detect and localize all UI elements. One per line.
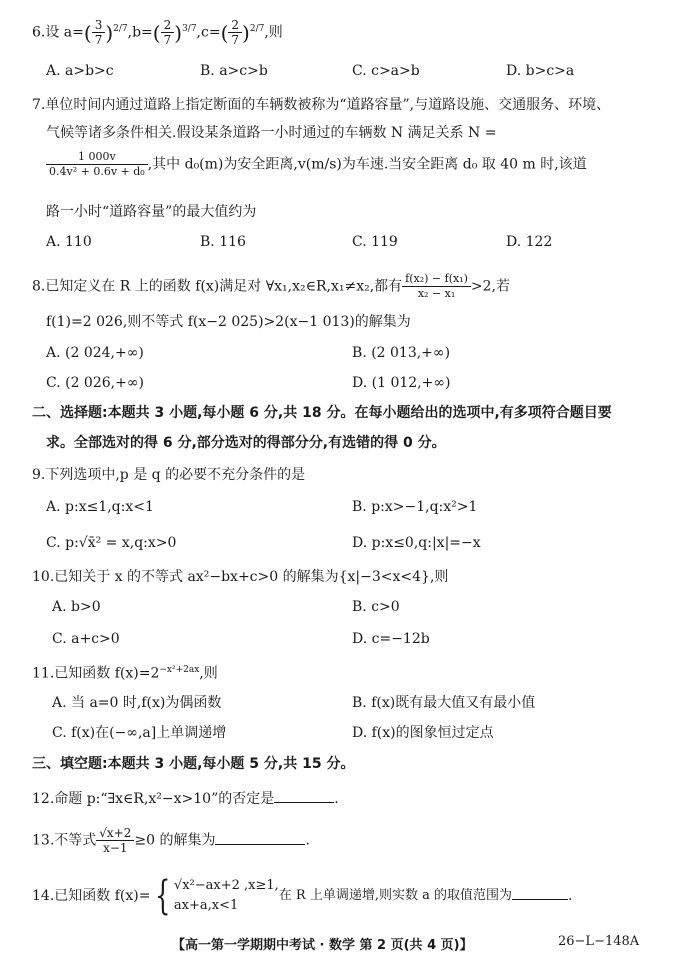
- exam-code: 26−L−148A: [558, 934, 640, 949]
- q13-stem-pre: 13.不等式: [32, 832, 97, 849]
- q8-frac-num: f(x₂) − f(x₁): [402, 272, 471, 287]
- q13-stem-post: ≥0 的解集为: [134, 832, 216, 849]
- q13-frac-den: x−1: [103, 841, 128, 855]
- q13-answer-blank[interactable]: [215, 830, 305, 845]
- paren-left-icon: (: [83, 20, 92, 45]
- q10-option-c[interactable]: C. a+c>0: [52, 631, 120, 647]
- q6-b-fraction: [161, 18, 175, 47]
- q6-a-num: 3: [92, 18, 106, 33]
- q9-option-d[interactable]: D. p:x≤0,q:|x|=−x: [352, 535, 481, 551]
- q8-option-a[interactable]: A. (2 024,+∞): [46, 345, 144, 361]
- q6-b-den: 7: [163, 33, 172, 47]
- q6-a-exp: 2/7: [113, 23, 128, 34]
- page-footer: 【高一第一学期期中考试 · 数学 第 2 页(共 4 页)】: [172, 938, 473, 953]
- q11-option-c[interactable]: C. f(x)在(−∞,a]上单调递增: [52, 725, 227, 741]
- paren-right-icon: ): [174, 20, 183, 45]
- q8-fraction: [402, 272, 471, 301]
- q14-cases: [174, 876, 279, 916]
- q7-line4: 路一小时“道路容量”的最大值约为: [46, 204, 257, 220]
- q6-b-num: 2: [161, 18, 175, 33]
- q6-c-fraction: [228, 18, 242, 47]
- q12-stem: [32, 788, 339, 808]
- q6-b-exp: 3/7: [182, 23, 197, 34]
- q6-b-prefix: ,b=: [127, 24, 153, 41]
- q14-answer-blank[interactable]: [512, 885, 568, 900]
- q14-case1: √x²−ax+2 ,x≥1,: [173, 878, 279, 893]
- paren-left-icon: (: [152, 20, 161, 45]
- q7-line2: 气候等诸多条件相关.假设某条道路一小时通过的车辆数 N 满足关系 N =: [46, 125, 497, 141]
- q14-case2: ax+a,x<1: [173, 898, 239, 913]
- q12-answer-blank[interactable]: [274, 788, 334, 803]
- q11-option-a[interactable]: A. 当 a=0 时,f(x)为偶函数: [52, 695, 222, 711]
- section3-heading: 三、填空题:本题共 3 小题,每小题 5 分,共 15 分。: [32, 756, 355, 772]
- q7-fraction: [46, 150, 148, 179]
- q11-option-d[interactable]: D. f(x)的图象恒过定点: [352, 725, 494, 741]
- q10-option-b[interactable]: B. c>0: [352, 599, 400, 615]
- q12-end: .: [334, 791, 339, 807]
- q13-frac-num: √x+2: [96, 826, 134, 841]
- q7-option-a[interactable]: A. 110: [46, 234, 92, 250]
- q8-line1-pre: 8.已知定义在 R 上的函数 f(x)满足对 ∀x₁,x₂∈R,x₁≠x₂,都有: [32, 278, 403, 295]
- q7-option-c[interactable]: C. 119: [352, 234, 398, 250]
- q9-option-b[interactable]: B. p:x>−1,q:x²>1: [352, 499, 478, 515]
- q8-line1: [32, 272, 510, 301]
- q11-option-b[interactable]: B. f(x)既有最大值又有最小值: [352, 695, 536, 711]
- q7-frac-den: 0.4v² + 0.6v + d₀: [49, 165, 145, 178]
- q11-stem-pre: 11.已知函数 f(x)=2: [32, 665, 160, 682]
- q6-c-prefix: ,c=: [196, 24, 221, 41]
- q8-frac-den: x₂ − x₁: [417, 287, 456, 300]
- q12-stem-text: 12.命题 p:“∃x∈R,x²−x>10”的否定是: [32, 791, 275, 807]
- q8-line1-post: >2,若: [470, 278, 511, 295]
- q6-option-d[interactable]: D. b>c>a: [506, 63, 575, 79]
- q13-end: .: [305, 832, 310, 849]
- q7-line3-rest: ,其中 d₀(m)为安全距离,v(m/s)为车速.当安全距离 d₀ 取 40 m 时,该道: [147, 156, 587, 173]
- q11-stem-post: ,则: [199, 665, 218, 682]
- q14-stem-pre: 14.已知函数 f(x)=: [32, 888, 151, 904]
- q13-fraction: [96, 826, 134, 855]
- q8-option-d[interactable]: D. (1 012,+∞): [352, 375, 451, 391]
- q8-option-c[interactable]: C. (2 026,+∞): [46, 375, 144, 391]
- q7-option-d[interactable]: D. 122: [506, 234, 553, 250]
- q6-c-den: 7: [231, 33, 240, 47]
- paren-left-icon: (: [220, 20, 229, 45]
- q11-exponent: −x²+2ax: [159, 665, 200, 675]
- q6-c-num: 2: [228, 18, 242, 33]
- q9-stem: 9.下列选项中,p 是 q 的必要不充分条件的是: [32, 467, 306, 483]
- q14-stem: [32, 873, 573, 919]
- q6-a-fraction: [92, 18, 106, 47]
- left-brace-icon: {: [155, 873, 171, 919]
- q7-frac-num: 1 000v: [46, 150, 148, 165]
- q7-option-b[interactable]: B. 116: [200, 234, 246, 250]
- q7-line1: 7.单位时间内通过道路上指定断面的车辆数被称为“道路容量”,与道路设施、交通服务、环境、: [32, 97, 611, 113]
- q14-stem-post: 在 R 上单调递增,则实数 a 的取值范围为: [278, 888, 512, 903]
- q10-option-d[interactable]: D. c=−12b: [352, 631, 430, 647]
- q11-stem: [32, 661, 218, 683]
- q7-line3: [46, 150, 587, 179]
- q6-stem-prefix: 6.设 a=: [32, 24, 84, 41]
- q13-stem: [32, 826, 310, 855]
- q6-a-den: 7: [94, 33, 103, 47]
- q10-stem: 10.已知关于 x 的不等式 ax²−bx+c>0 的解集为{x|−3<x<4},则: [32, 569, 449, 585]
- q9-option-a[interactable]: A. p:x≤1,q:x<1: [46, 499, 154, 515]
- q6-option-b[interactable]: B. a>c>b: [200, 63, 268, 79]
- section2-heading-cont: 求。全部选对的得 6 分,部分选对的得部分分,有选错的得 0 分。: [46, 435, 446, 451]
- q6-option-a[interactable]: A. a>b>c: [46, 63, 114, 79]
- q14-end: .: [567, 888, 573, 904]
- q9-option-c[interactable]: C. p:√x̄² = x,q:x>0: [46, 535, 177, 551]
- q6-stem-suffix: ,则: [264, 24, 283, 41]
- paren-right-icon: ): [242, 20, 250, 45]
- q8-option-b[interactable]: B. (2 013,+∞): [352, 345, 451, 361]
- q8-line2: f(1)=2 026,则不等式 f(x−2 025)>2(x−1 013)的解集为: [46, 314, 411, 330]
- q6-stem: [32, 18, 283, 47]
- q6-c-exp: 2/7: [249, 23, 265, 34]
- q10-option-a[interactable]: A. b>0: [52, 599, 101, 615]
- q6-option-c[interactable]: C. c>a>b: [352, 63, 420, 79]
- paren-right-icon: ): [105, 20, 114, 45]
- section2-heading: 二、选择题:本题共 3 小题,每小题 6 分,共 18 分。在每小题给出的选项中,有多项符合题目要: [32, 405, 612, 421]
